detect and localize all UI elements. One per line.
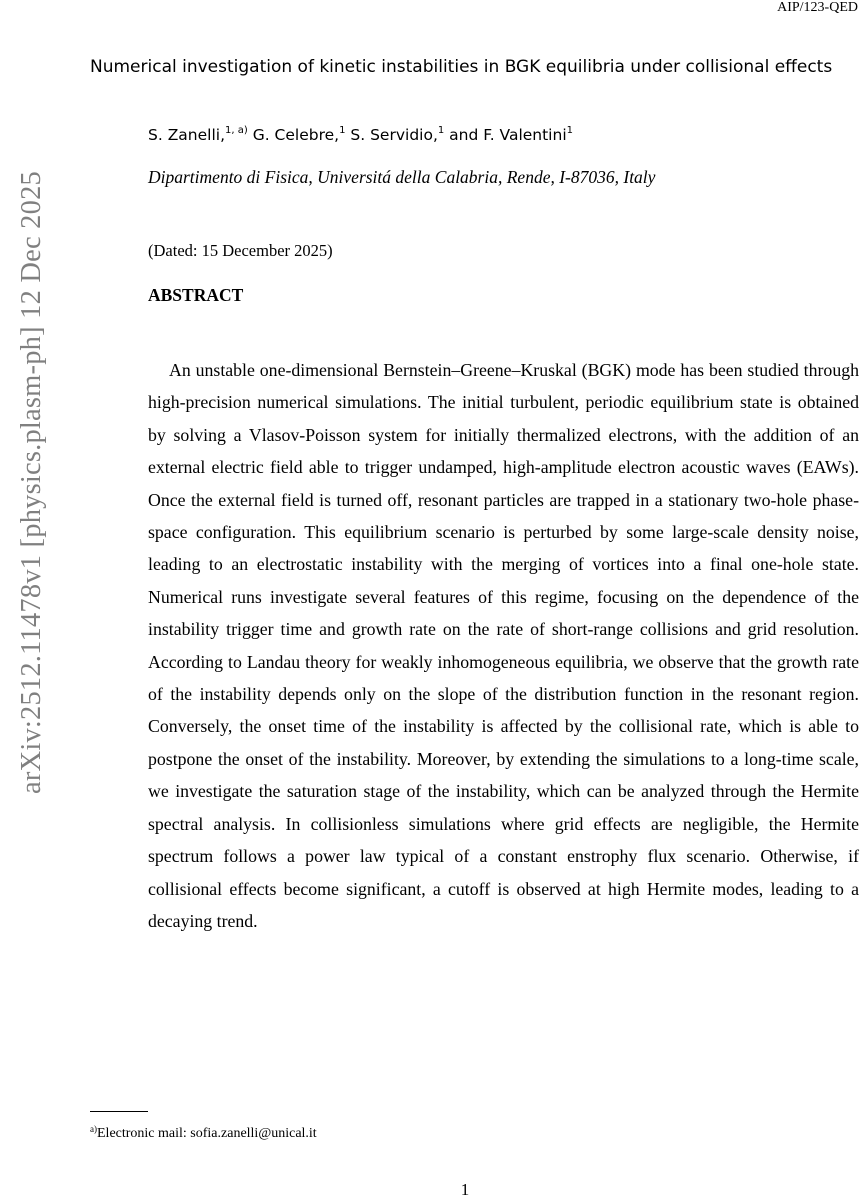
- author-name: G. Celebre,: [247, 126, 340, 144]
- footnote-marker: a): [90, 1124, 97, 1134]
- affiliation: Dipartimento di Fisica, Universitá della Calabria, Rende, I-87036, Italy: [148, 167, 656, 187]
- footnote-text: Electronic mail: sofia.zanelli@unical.it: [97, 1126, 317, 1141]
- author-list: [148, 125, 573, 144]
- abstract-heading: ABSTRACT: [148, 285, 244, 305]
- paper-title: Numerical investigation of kinetic instabilities in BGK equilibria under collisional effects: [90, 57, 833, 77]
- author-affiliation-mark: 1: [339, 125, 346, 136]
- footnote: [90, 1124, 317, 1142]
- abstract-text: An unstable one-dimensional Bernstein–Greene–Kruskal (BGK) mode has been studied through high-precision numerical simulations. The initial turbulent, periodic equilibrium state is obtained by solving a Vlasov-Poisson system for initially thermalized electrons, with the addition of an external electric field able to trigger undamped, high-amplitude electron acoustic waves (EAWs). Once the external field is turned off, resonant particles are trapped in a stationary two-hole phase-space configuration. This equilibrium scenario is perturbed by some large-scale density noise, leading to an electrostatic instability with the merging of vortices into a final one-hole state. Numerical runs investigate several features of this regime, focusing on the dependence of the instability trigger time and growth rate on the rate of short-range collisions and grid resolution. According to Landau theory for weakly inhomogeneous equilibria, we observe that the growth rate of the instability depends only on the slope of the distribution function in the resonant region. Conversely, the onset time of the instability is affected by the collisional rate, which is able to postpone the onset of the instability. Moreover, by extending the simulations to a long-time scale, we investigate the saturation stage of the instability, which can be analyzed through the Hermite spectral analysis. In collisionless simulations where grid effects are negligible, the Hermite spectrum follows a power law typical of a constant enstrophy flux scenario. Otherwise, if collisional effects become significant, a cutoff is observed at high Hermite modes, leading to a decaying trend.: [148, 360, 859, 931]
- author-name: and F. Valentini: [444, 126, 567, 144]
- footnote-divider: [90, 1111, 148, 1112]
- author-name: S. Zanelli,: [148, 126, 226, 144]
- author-affiliation-mark: 1: [437, 125, 445, 136]
- arxiv-identifier[interactable]: arXiv:2512.11478v1 [physics.plasm-ph] 12 Dec 2025: [16, 171, 47, 794]
- author-name: S. Servidio,: [345, 126, 438, 144]
- date-line: (Dated: 15 December 2025): [148, 241, 333, 260]
- page-number: 1: [460, 1180, 470, 1199]
- journal-code: AIP/123-QED: [777, 0, 858, 15]
- author-affiliation-mark: 1, a): [225, 125, 248, 136]
- author-affiliation-mark: 1: [566, 125, 573, 136]
